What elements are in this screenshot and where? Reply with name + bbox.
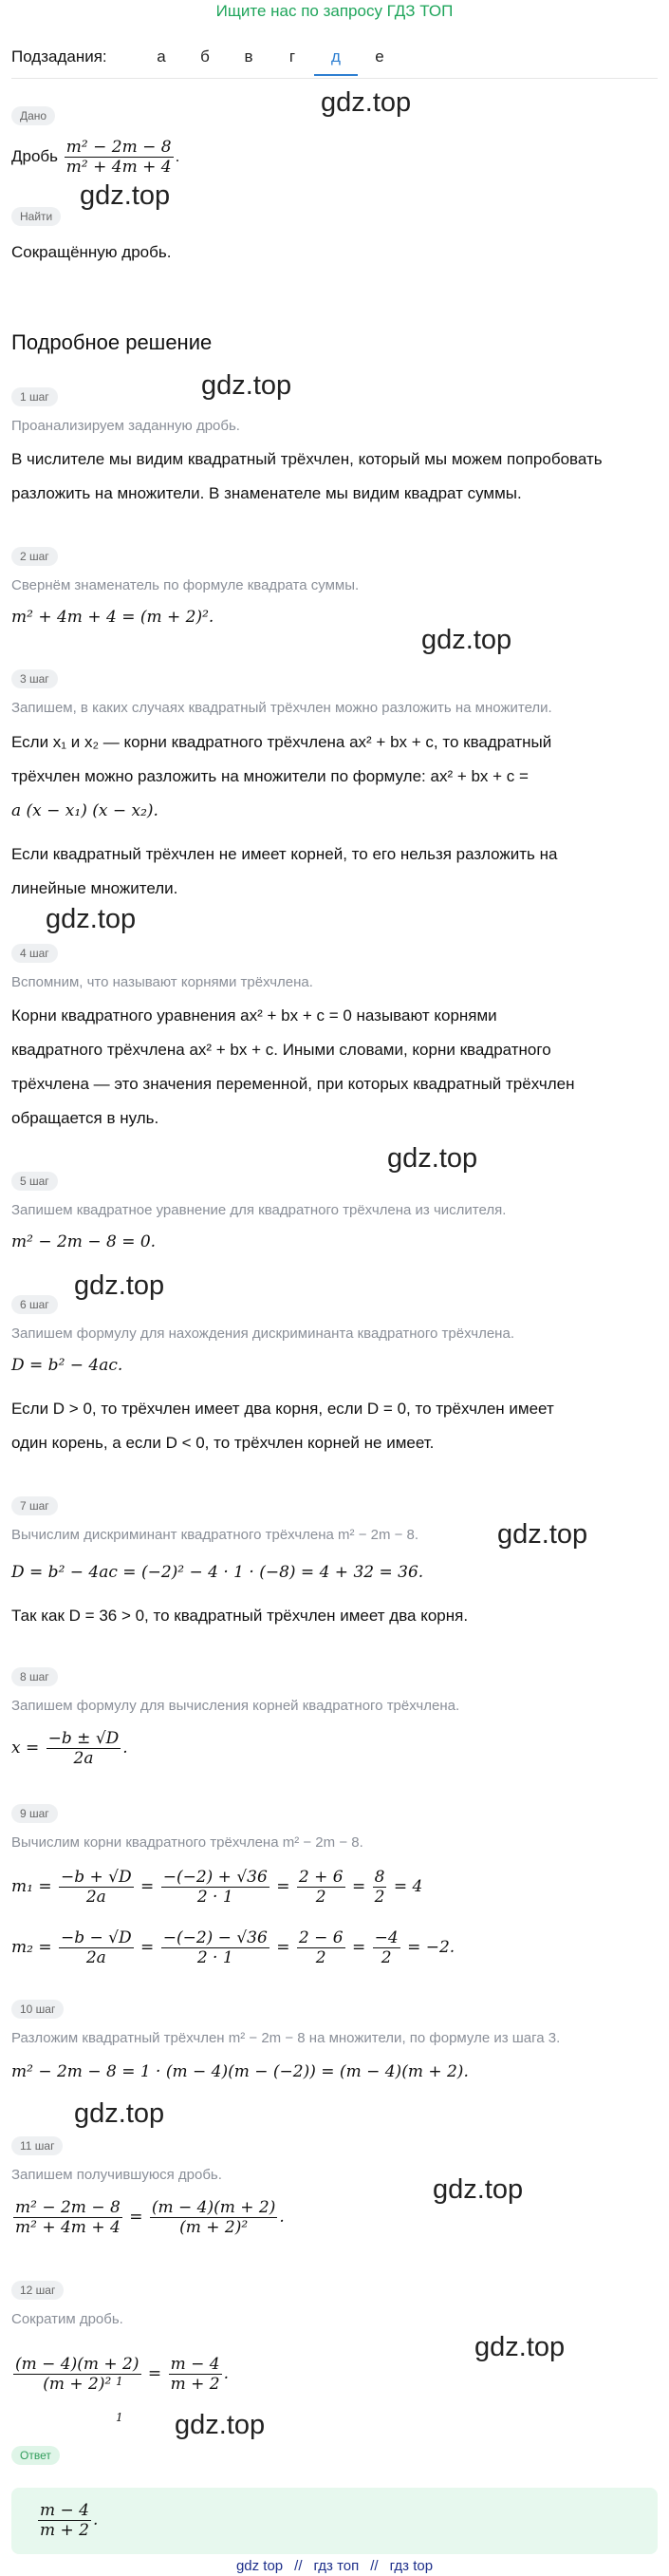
watermark: gdz.top — [175, 2410, 266, 2440]
step5-tag: 5 шаг — [11, 1172, 58, 1191]
step11-frac1 — [13, 2198, 122, 2237]
step8-lhs: x = — [11, 1739, 40, 1758]
answer-num: m − 4 — [40, 2501, 89, 2520]
step4-line2: квадратного трёхчлена ax² + bx + c. Иными словами, корни квадратного — [11, 1041, 551, 1059]
step4-line3: трёхчлена — это значения переменной, при которых квадратный трёхчлен — [11, 1075, 575, 1093]
root2-frac3 — [297, 1928, 345, 1967]
top-banner[interactable]: Ищите нас по запросу ГДЗ ТОП — [215, 2, 454, 20]
step11-f2n: (m − 4)(m + 2) — [151, 2198, 276, 2217]
root2-lhs: m₂ = — [11, 1938, 52, 1957]
find-tag: Найти — [11, 207, 61, 226]
given-line: Дробь $\frac{\text{m² − 2m − 8}}{\text{m² + 4m + 4}}$ . — [11, 138, 180, 178]
step9-root2: m₂ = $\frac{-b - √D}{2a}$ = $\frac{-(-2) - √36}{2 \cdot 1}$ = $\frac{2 - 6}{2}$ = $\frac{-4}{2}$ = −2. — [11, 1928, 455, 1967]
footer-link-2[interactable]: гдз топ — [313, 2558, 360, 2574]
watermark: gdz.top — [421, 625, 512, 655]
watermark: gdz.top — [433, 2174, 524, 2205]
step6-hint: Запишем формулу для нахождения дискриминанта квадратного трёхчлена. — [11, 1326, 514, 1342]
watermark: gdz.top — [321, 87, 412, 118]
given-tag: Дано — [11, 106, 55, 125]
cancel-mark-2: 1 — [116, 2411, 123, 2424]
tab-b[interactable]: б — [200, 47, 210, 66]
step4-line1: Корни квадратного уравнения ax² + bx + c = 0 называют корнями — [11, 1006, 497, 1025]
tab-v[interactable]: в — [244, 47, 253, 66]
answer-box — [11, 2488, 658, 2554]
step12-tag: 12 шаг — [11, 2281, 64, 2300]
watermark: gdz.top — [497, 1519, 588, 1550]
given-fraction — [65, 138, 174, 177]
root2-frac1 — [59, 1928, 134, 1967]
subtasks-label: Подзадания: — [11, 47, 107, 66]
subtasks-bar — [11, 44, 658, 78]
step11-f1n: m² − 2m − 8 — [15, 2198, 121, 2217]
step7-hint: Вычислим дискриминант квадратного трёхчлена m² − 2m − 8. — [11, 1527, 419, 1543]
tabs-divider — [11, 78, 658, 79]
root2-f1d: 2a — [85, 1948, 106, 1967]
step10-formula: m² − 2m − 8 = 1 · (m − 4)(m − (−2)) = (m − 4)(m + 2). — [11, 2062, 469, 2081]
root1-lhs: m₁ = — [11, 1877, 52, 1896]
step7-formula: D = b² − 4ac = (−2)² − 4 · 1 · (−8) = 4 + 32 = 36. — [11, 1563, 424, 1582]
step3-line5: линейные множители. — [11, 879, 178, 897]
step8-den: 2a — [73, 1749, 94, 1768]
find-text: Сокращённую дробь. — [11, 243, 172, 261]
answer-tag: Ответ — [11, 2446, 60, 2465]
step7-line1: Так как D = 36 > 0, то квадратный трёхчлен имеет два корня. — [11, 1607, 469, 1625]
step8-fraction — [46, 1729, 121, 1768]
step11-end: . — [279, 2208, 285, 2227]
step11-frac2 — [150, 2198, 278, 2237]
root2-f2d: 2 · 1 — [196, 1948, 233, 1967]
footer-link-1[interactable]: gdz top — [235, 2558, 284, 2574]
step11-formula: $\frac{\text{m² − 2m − 8}}{\text{m² + 4m + 4}}$ = $\frac{(m - 4)(m + 2)}{\text{(m + 2)²}}$ . — [15, 2198, 285, 2237]
watermark: gdz.top — [80, 180, 171, 211]
root1-f3d: 2 — [315, 1888, 326, 1907]
step1-line1: В числителе мы видим квадратный трёхчлен, который мы можем попробовать — [11, 450, 603, 468]
root2-f4d: 2 — [381, 1948, 392, 1967]
step3-tag: 3 шаг — [11, 669, 58, 688]
watermark: gdz.top — [474, 2332, 566, 2362]
subtasks-tabs — [139, 44, 401, 76]
given-den: m² + 4m + 4 — [65, 158, 172, 178]
step6-tag: 6 шаг — [11, 1295, 58, 1314]
step12-f1n: (m − 4)(m + 2) — [15, 2355, 139, 2374]
step7-tag: 7 шаг — [11, 1496, 58, 1515]
step2-formula: m² + 4m + 4 = (m + 2)². — [11, 608, 214, 627]
step8-end: . — [122, 1739, 128, 1758]
watermark: gdz.top — [46, 904, 137, 934]
step8-num: −b ± √D — [47, 1729, 120, 1748]
step12-hint: Сократим дробь. — [11, 2311, 123, 2327]
step8-formula — [11, 1720, 128, 1776]
root1-f4n: 8 — [374, 1868, 385, 1887]
watermark: gdz.top — [74, 1270, 165, 1301]
root2-result: = −2. — [407, 1938, 455, 1957]
step4-hint: Вспомним, что называют корнями трёхчлена. — [11, 974, 313, 990]
step1-tag: 1 шаг — [11, 387, 58, 406]
root1-f3n: 2 + 6 — [298, 1868, 344, 1887]
step5-hint: Запишем квадратное уравнение для квадратного трёхчлена из числителя. — [11, 1202, 507, 1218]
step2-tag: 2 шаг — [11, 547, 58, 566]
root2-f4n: −4 — [374, 1928, 399, 1947]
step11-f2d: (m + 2)² — [179, 2218, 249, 2237]
step6-line1: Если D > 0, то трёхчлен имеет два корня, если D = 0, то трёхчлен имеет — [11, 1400, 554, 1418]
step12-end: . — [223, 2364, 229, 2383]
step6-formula: D = b² − 4ac. — [11, 1356, 123, 1375]
step12-f2n: m − 4 — [170, 2355, 220, 2374]
step11-tag: 11 шаг — [11, 2136, 63, 2155]
tab-g[interactable]: г — [288, 47, 296, 66]
root1-f1n: −b + √D — [61, 1868, 132, 1887]
footer-sep: // — [294, 2558, 303, 2574]
root2-f1n: −b − √D — [61, 1928, 132, 1947]
watermark: gdz.top — [74, 2098, 165, 2129]
step11-hint: Запишем получившуюся дробь. — [11, 2167, 222, 2183]
tab-e[interactable]: е — [375, 47, 384, 66]
footer-links — [0, 2558, 669, 2574]
answer-end: . — [93, 2510, 99, 2529]
step12-f1d: (m + 2)² — [43, 2375, 112, 2394]
root1-f4d: 2 — [374, 1888, 385, 1907]
solution-title: Подробное решение — [11, 330, 213, 354]
step2-hint: Свернём знаменатель по формуле квадрата суммы. — [11, 577, 360, 593]
step11-f1d: m² + 4m + 4 — [15, 2218, 121, 2237]
answer-fraction — [38, 2501, 91, 2540]
tab-a[interactable]: а — [157, 47, 166, 66]
root2-f2n: −(−2) − √36 — [162, 1928, 268, 1947]
answer-formula — [36, 2501, 98, 2540]
step3-line4: Если квадратный трёхчлен не имеет корней, то его нельзя разложить на — [11, 845, 558, 863]
step8-hint: Запишем формулу для вычисления корней квадратного трёхчлена. — [11, 1698, 460, 1714]
step8-tag: 8 шаг — [11, 1667, 58, 1686]
step12-frac2 — [169, 2355, 222, 2394]
cancel-mark-1: 1 — [116, 2375, 123, 2388]
step4-tag: 4 шаг — [11, 944, 58, 963]
footer-link-3[interactable]: гдз top — [389, 2558, 434, 2574]
root1-f1d: 2a — [85, 1888, 106, 1907]
step9-hint: Вычислим корни квадратного трёхчлена m² − 2m − 8. — [11, 1834, 363, 1851]
root1-frac1 — [59, 1868, 134, 1907]
given-num: m² − 2m − 8 — [65, 138, 172, 158]
step10-hint: Разложим квадратный трёхчлен m² − 2m − 8 на множители, по формуле из шага 3. — [11, 2030, 561, 2046]
step3-line2: трёхчлен можно разложить на множители по формуле: ax² + bx + c = — [11, 767, 529, 785]
root2-frac2 — [161, 1928, 269, 1967]
step10-tag: 10 шаг — [11, 2000, 64, 2019]
root1-f2d: 2 · 1 — [196, 1888, 233, 1907]
step6-line2: один корень, а если D < 0, то трёхчлен корней не имеет. — [11, 1434, 435, 1452]
root1-f2n: −(−2) + √36 — [162, 1868, 268, 1887]
given-prefix: Дробь — [11, 147, 59, 165]
step3-line3: a (x − x₁) (x − x₂). — [11, 801, 158, 820]
step4-line4: обращается в нуль. — [11, 1109, 159, 1127]
tab-d[interactable]: д — [314, 44, 358, 76]
step9-root1: m₁ = $\frac{-b + √D}{2a}$ = $\frac{-(-2) + √36}{2 \cdot 1}$ = $\frac{2 + 6}{2}$ = $\frac{8}{2}$ = 4 — [11, 1868, 423, 1907]
step5-formula: m² − 2m − 8 = 0. — [11, 1232, 157, 1251]
root2-frac4 — [373, 1928, 400, 1967]
step1-line2: разложить на множители. В знаменателе мы видим квадрат суммы. — [11, 484, 522, 502]
watermark: gdz.top — [387, 1143, 478, 1174]
root1-frac2 — [161, 1868, 269, 1907]
root2-f3d: 2 — [315, 1948, 326, 1967]
root1-frac3 — [297, 1868, 345, 1907]
root2-f3n: 2 − 6 — [298, 1928, 344, 1947]
step12-formula: (m − 4)(m + 2) (m + 2)² 1 1 = $\frac{m - 4}{m + 2}$ . — [11, 2336, 229, 2412]
step12-f2d: m + 2 — [170, 2375, 220, 2394]
root1-result: = 4 — [393, 1877, 423, 1896]
answer-den: m + 2 — [40, 2521, 89, 2540]
footer-sep: // — [370, 2558, 379, 2574]
watermark: gdz.top — [201, 370, 292, 401]
step1-hint: Проанализируем заданную дробь. — [11, 418, 240, 434]
root1-frac4 — [373, 1868, 387, 1907]
step3-hint: Запишем, в каких случаях квадратный трёхчлен можно разложить на множители. — [11, 700, 552, 716]
step9-tag: 9 шаг — [11, 1804, 58, 1823]
step3-line1: Если x₁ и x₂ — корни квадратного трёхчлена ax² + bx + c, то квадратный — [11, 733, 552, 751]
